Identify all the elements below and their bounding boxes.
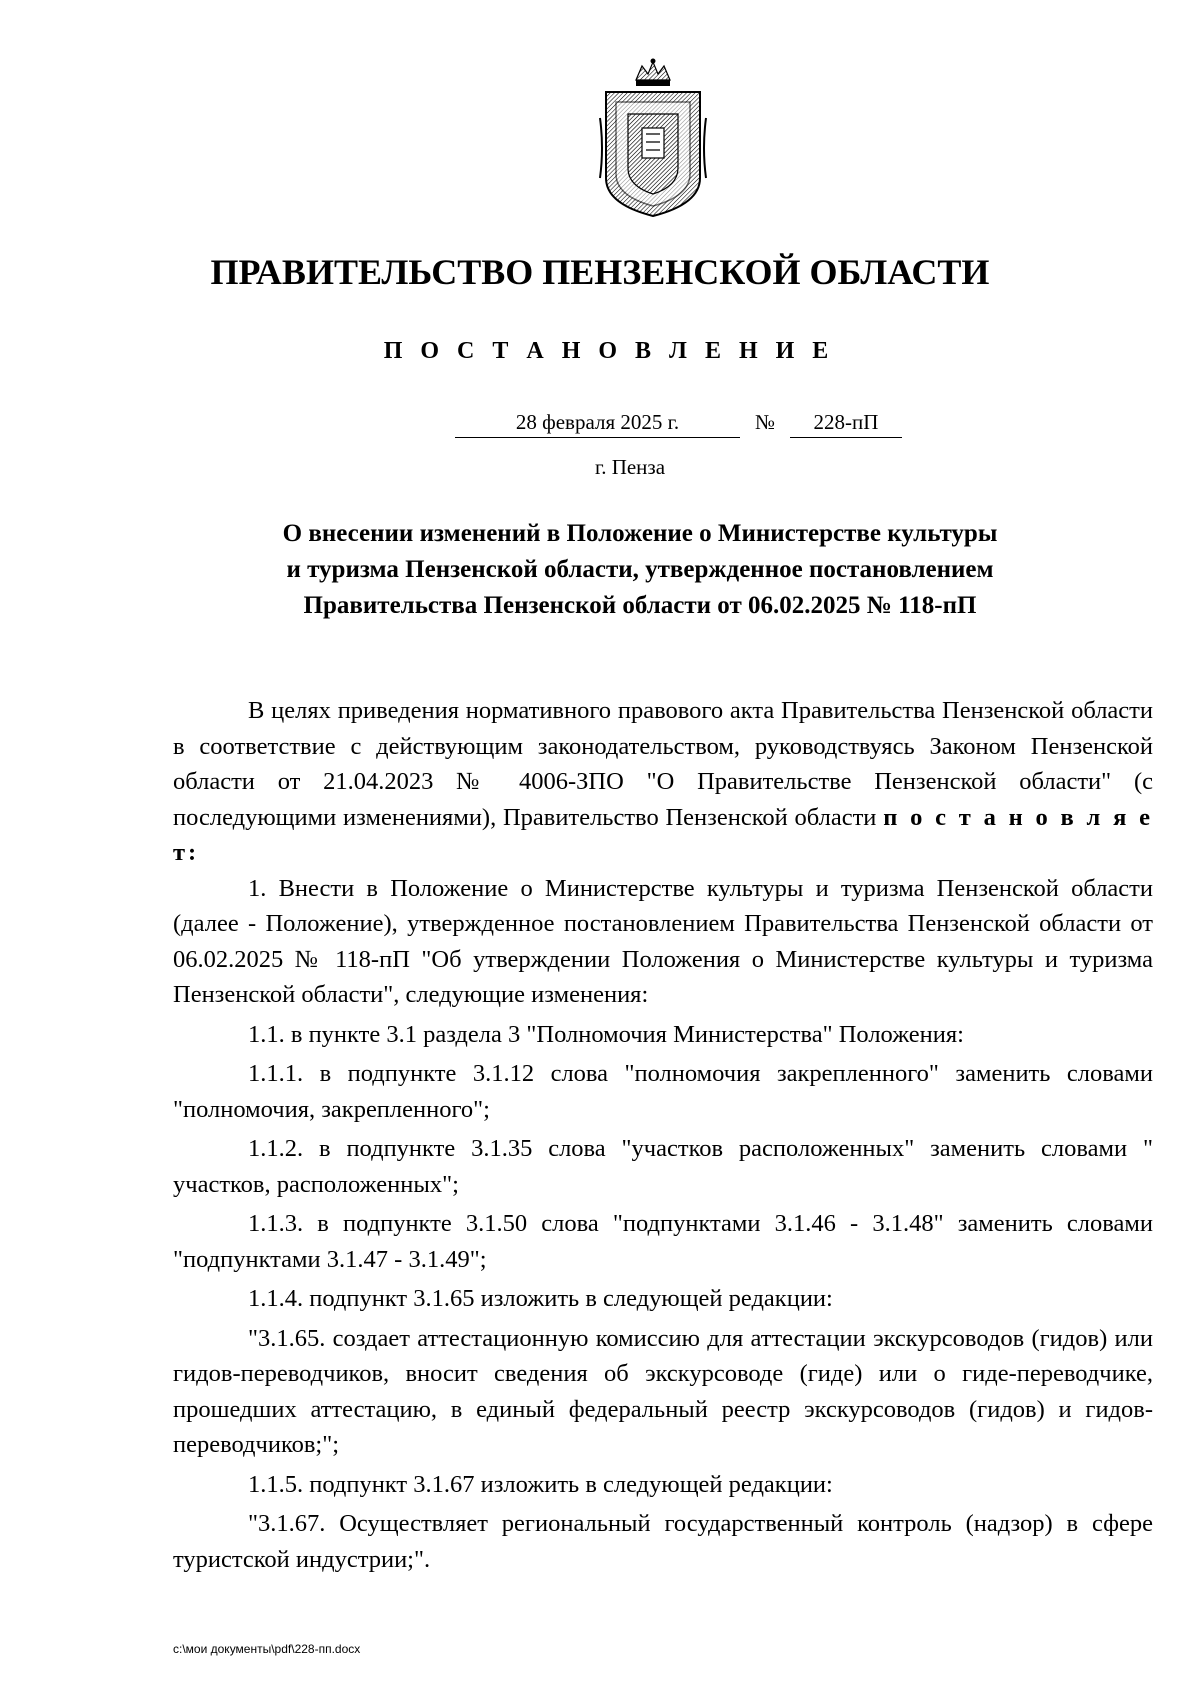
paragraph-1-1: 1.1. в пункте 3.1 раздела 3 "Полномочия Министерства" Положения: xyxy=(248,1020,964,1048)
preamble-paragraph xyxy=(173,693,1153,871)
paragraph-1-1-4: 1.1.4. подпункт 3.1.65 изложить в следующей редакции: xyxy=(248,1285,833,1312)
paragraph-1-1-5: 1.1.5. подпункт 3.1.67 изложить в следующей редакции: xyxy=(248,1470,833,1498)
document-body xyxy=(173,693,1153,1577)
date-number-line xyxy=(455,410,900,440)
government-title: ПРАВИТЕЛЬСТВО ПЕНЗЕНСКОЙ ОБЛАСТИ xyxy=(210,252,990,292)
resolves-word: п о с т а н о в л я е т: xyxy=(173,803,1153,866)
paragraph-3-1-67-text: "3.1.67. Осуществляет региональный государственный контроль (надзор) в сфере туристской индустрии;". xyxy=(173,1510,1153,1573)
document-date: 28 февраля 2025 г. xyxy=(455,410,740,438)
coat-of-arms-emblem xyxy=(598,58,708,218)
footer-file-path: c:\мои документы\pdf\228-пп.docx xyxy=(173,1642,361,1656)
document-subject xyxy=(150,516,1130,624)
document-number: 228-пП xyxy=(790,410,902,438)
subject-line: Правительства Пензенской области от 06.02.2025 № 118-пП xyxy=(303,592,977,619)
document-type: П О С Т А Н О В Л Е Н И Е xyxy=(383,338,835,364)
number-sign: № xyxy=(755,410,776,434)
subject-line: и туризма Пензенской области, утвержденное постановлением xyxy=(286,556,994,583)
paragraph-1-1-3: 1.1.3. в подпункте 3.1.50 слова "подпунктами 3.1.46 - 3.1.48" заменить словами "подпунктами 3.1.47 - 3.1.49"; xyxy=(173,1210,1153,1273)
paragraph-1-1-1: 1.1.1. в подпункте 3.1.12 слова "полномочия закрепленного" заменить словами "полномочия, закрепленного"; xyxy=(173,1060,1153,1123)
paragraph-1-1-2: 1.1.2. в подпункте 3.1.35 слова "участков расположенных" заменить словами " участков, расположенных"; xyxy=(173,1135,1153,1198)
subject-line: О внесении изменений в Положение о Министерстве культуры xyxy=(282,520,998,547)
paragraph-1: 1. Внести в Положение о Министерстве культуры и туризма Пензенской области (далее - Положение), утвержденное постановлением Правительства Пензенской области от 06.02.2025 № 118-пП "Об утверждении Положения о Министерстве культуры и туризма Пензенской области", следующие изменения: xyxy=(173,874,1153,1008)
preamble-text: В целях приведения нормативного правового акта Правительства Пензенской области в соответствие с действующим законодательством, руководствуясь Законом Пензенской области от 21.04.2023 № 4006-ЗПО "О Правительстве Пензенской области" (с последующими изменениями), Правительство Пензенской области xyxy=(173,697,1153,831)
city: г. Пенза xyxy=(594,455,666,479)
paragraph-3-1-65-text: "3.1.65. создает аттестационную комиссию для аттестации экскурсоводов (гидов) или гидов-переводчиков, вносит сведения об экскурсоводе (гиде) или о гиде-переводчике, прошедших аттестацию, в единый федеральный реестр экскурсоводов (гидов) и гидов-переводчиков;"; xyxy=(173,1324,1153,1458)
